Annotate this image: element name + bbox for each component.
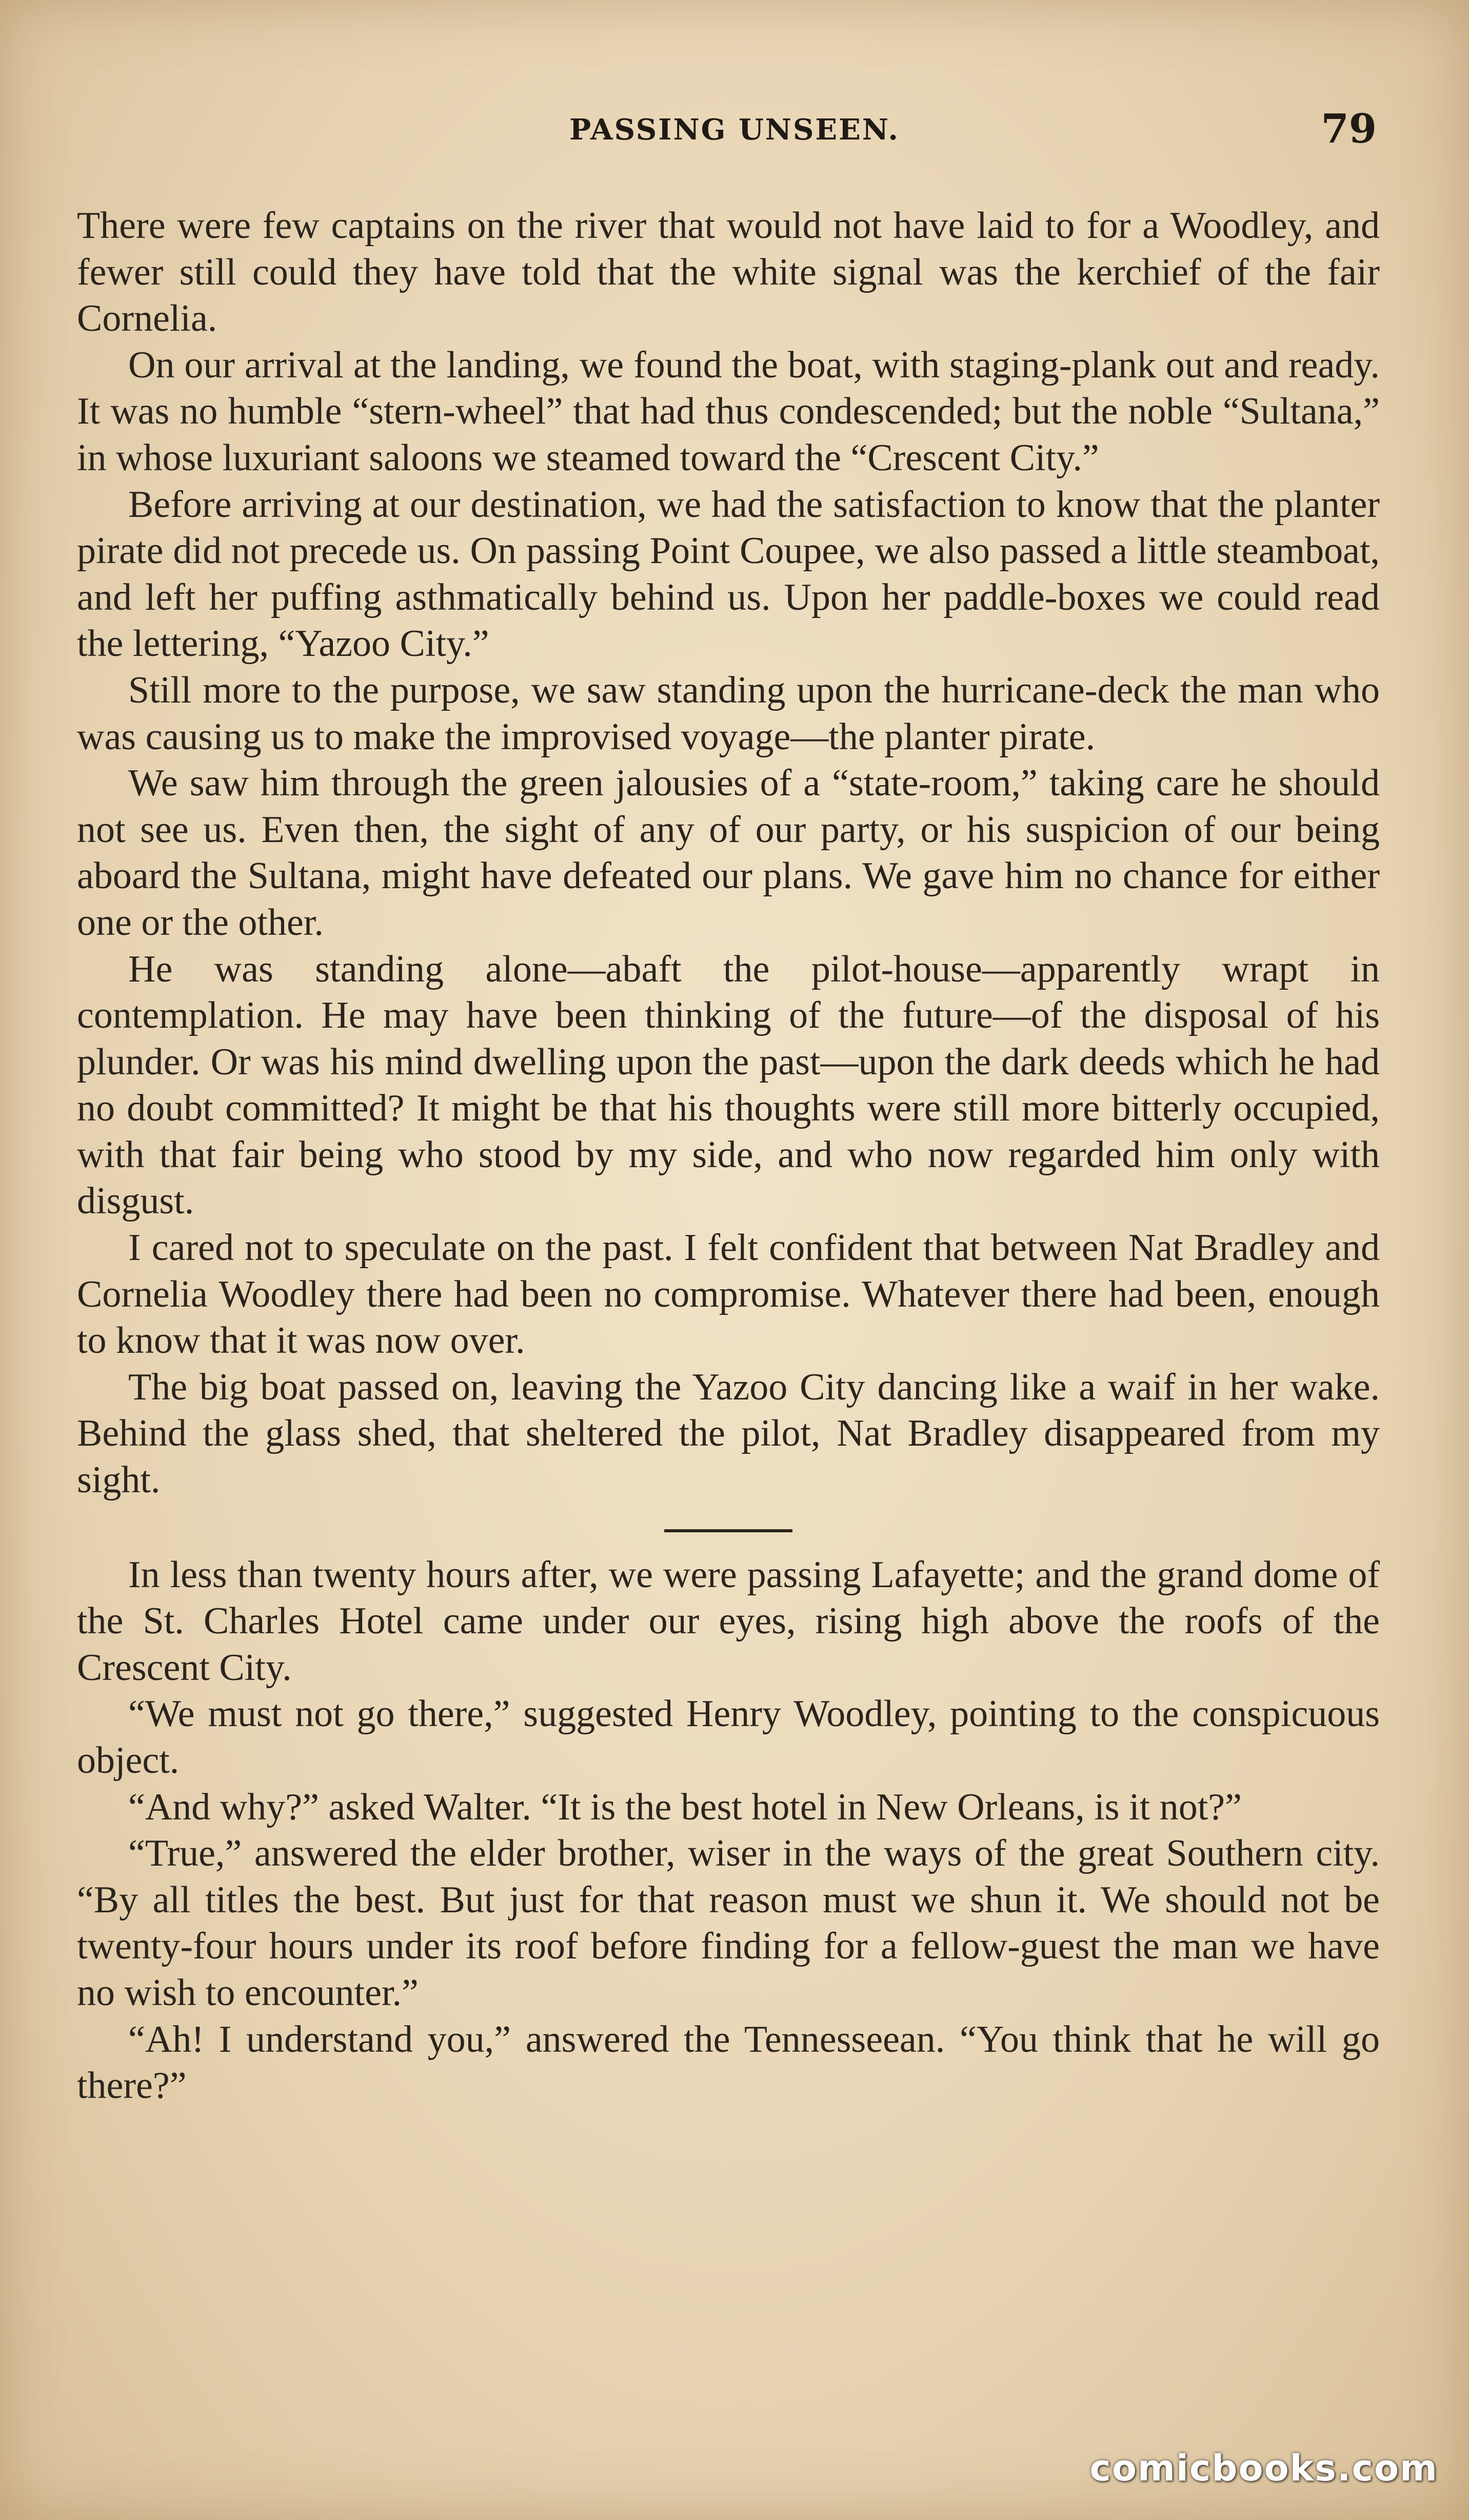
paragraph: “True,” answered the elder brother, wiser in the ways of the great Southern city. “By all titles the best. But just for that reason must we shun it. We should not be twenty-four hours under its roof before finding for a fellow-guest the man we have no wish to encounter.” <box>77 1832 1380 2014</box>
paragraph: “And why?” asked Walter. “It is the best hotel in New Orleans, is it not?” <box>128 1786 1242 1828</box>
paragraph: On our arrival at the landing, we found the boat, with staging-plank out and ready. It was no humble “stern-wheel” that had thus condescended; but the noble “Sultana,” in whose luxuriant saloons we steamed toward the “Crescent City.” <box>77 344 1380 479</box>
paragraph: The big boat passed on, leaving the Yazoo City dancing like a waif in her wake. Behind the glass shed, that sheltered the pilot, Nat Bradley disappeared from my sight. <box>77 1366 1380 1502</box>
paragraph: I cared not to speculate on the past. I felt confident that between Nat Bradley and Cornelia Woodley there had been no compromise. Whatever there had been, enough to know that it was now over. <box>77 1227 1380 1362</box>
paragraph: We saw him through the green jalousies of a “state-room,” taking care he should not see us. Even then, the sight of any of our party, or his suspicion of our being aboard the Sultana, might have defeated our plans. We gave him no chance for either one or the other. <box>77 762 1380 944</box>
page-number: 79 <box>1321 106 1377 152</box>
paragraph: Still more to the purpose, we saw standing upon the hurricane-deck the man who was causing us to make the improvised voyage—the planter pirate. <box>77 669 1380 758</box>
body-text <box>77 203 1380 2109</box>
paragraph: There were few captains on the river that would not have laid to for a Woodley, and fewer still could they have told that the white signal was the kerchief of the fair Cornelia. <box>77 205 1380 340</box>
paragraph: Before arriving at our destination, we had the satisfaction to know that the planter pirate did not precede us. On passing Point Coupee, we also passed a little steamboat, and left her puffing asthmatically behind us. Upon her paddle-boxes we could read the lettering, “Yazoo City.” <box>77 483 1380 665</box>
running-head <box>0 106 1469 164</box>
running-title: PASSING UNSEEN. <box>569 113 900 147</box>
paragraph: In less than twenty hours after, we were passing Lafayette; and the grand dome of the St. Charles Hotel came under our eyes, rising high above the roofs of the Crescent City. <box>77 1553 1380 1689</box>
paragraph: He was standing alone—abaft the pilot-house—apparently wrapt in contemplation. He may have been thinking of the future—of the disposal of his plunder. Or was his mind dwelling upon the past—upon the dark deeds which he had no doubt committed? It might be that his thoughts were still more bitterly occupied, with that fair being who stood by my side, and who now regarded him only with disgust. <box>77 948 1380 1223</box>
paragraph: “Ah! I understand you,” answered the Tennesseean. “You think that he will go there?” <box>77 2018 1380 2107</box>
paragraph: “We must not go there,” suggested Henry Woodley, pointing to the conspicuous object. <box>77 1693 1380 1782</box>
watermark: comicbooks.com <box>1089 2447 1438 2489</box>
section-divider <box>664 1529 792 1532</box>
